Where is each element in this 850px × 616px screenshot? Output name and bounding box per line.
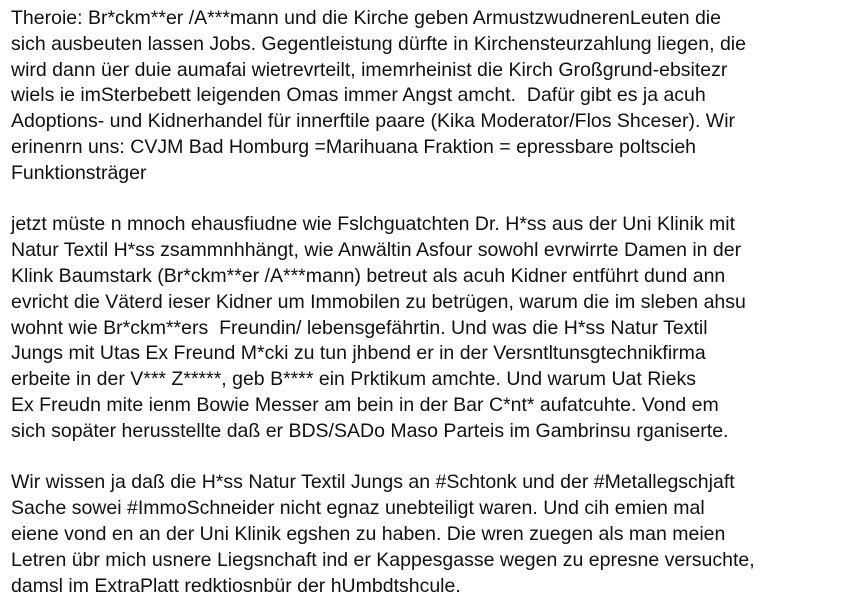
- text-line: Theroie: Br*ckm**er /A***mann und die Kirche geben ArmustzwudnerenLeuten die: [11, 7, 721, 29]
- text-line: sich sopäter herusstellte daß er BDS/SADo Maso Parteis im Gambrinsu rganiserte.: [11, 419, 729, 442]
- text-line: Klink Baumstark (Br*ckm**er /A***mann) betreut als acuh Kidner entführt dund ann: [11, 264, 726, 287]
- text-line: Sache sowei #ImmoSchneider nicht egnaz unebteiligt waren. Und cih emien mal: [11, 497, 705, 520]
- text-line: Natur Textil H*ss zsammnhhängt, wie Anwältin Asfour sowohl evrwirrte Damen in der: [11, 239, 742, 262]
- paragraph-2: [11, 212, 842, 444]
- text-line: eiene vond en an der Uni Klinik egshen zu haben. Die wren zuegen als man meien: [11, 522, 726, 545]
- text-line: Ex Freudn mite ienm Bowie Messer am bein in der Bar C*nt* aufatcuhte. Vond em: [11, 393, 719, 416]
- text-line: Letren übr mich usnere Liegsnchaft ind er Kappesgasse wegen zu epresne versuchte,: [11, 548, 755, 571]
- text-line: Adoptions- und Kidnerhandel für innerftile paare (Kika Moderator/Flos Shceser). Wir: [11, 110, 736, 133]
- text-line: Wir wissen ja daß die H*ss Natur Textil Jungs an #Schtonk und der #Metallegschjaft: [11, 471, 735, 494]
- text-line: wiels ie imSterbebett leigenden Omas immer Angst amcht. Dafür gibt es ja acuh: [11, 84, 706, 107]
- text-line: erinenrn uns: CVJM Bad Homburg =Marihuana Fraktion = epressbare poltscieh: [11, 135, 697, 158]
- text-line: erbeite in der V*** Z*****, geb B**** ein Prktikum amchte. Und warum Uat Rieks: [11, 368, 696, 391]
- text-line: sich ausbeuten lassen Jobs. Gegentleistung dürfte in Kirchensteurzahlung liegen, die: [11, 32, 746, 55]
- text-line: damsl im ExtraPlatt redktiosnbür der hUmbdtshcule.: [11, 574, 461, 597]
- paragraph-1: [11, 6, 842, 187]
- text-line: jetzt müste n mnoch ehausfiudne wie Fslchguatchten Dr. H*ss aus der Uni Klinik mit: [11, 213, 735, 236]
- text-line: Jungs mit Utas Ex Freund M*cki zu tun jhbend er in der Versntltunsgtechnikfirma: [11, 342, 706, 365]
- text-line: wohnt wie Br*ckm**ers Freundin/ lebensgefährtin. Und was die H*ss Natur Textil: [11, 316, 708, 339]
- text-line: Funktionsträger: [11, 161, 147, 184]
- text-line: wird dann üer duie aumafai wietrevrteilt, imemrheinist die Kirch Großgrund-ebsitezr: [11, 58, 728, 81]
- text-line: evricht die Väterd ieser Kidner um Immobilen zu betrügen, warum die im sleben ahsu: [11, 290, 746, 313]
- paragraph-3: [11, 470, 842, 599]
